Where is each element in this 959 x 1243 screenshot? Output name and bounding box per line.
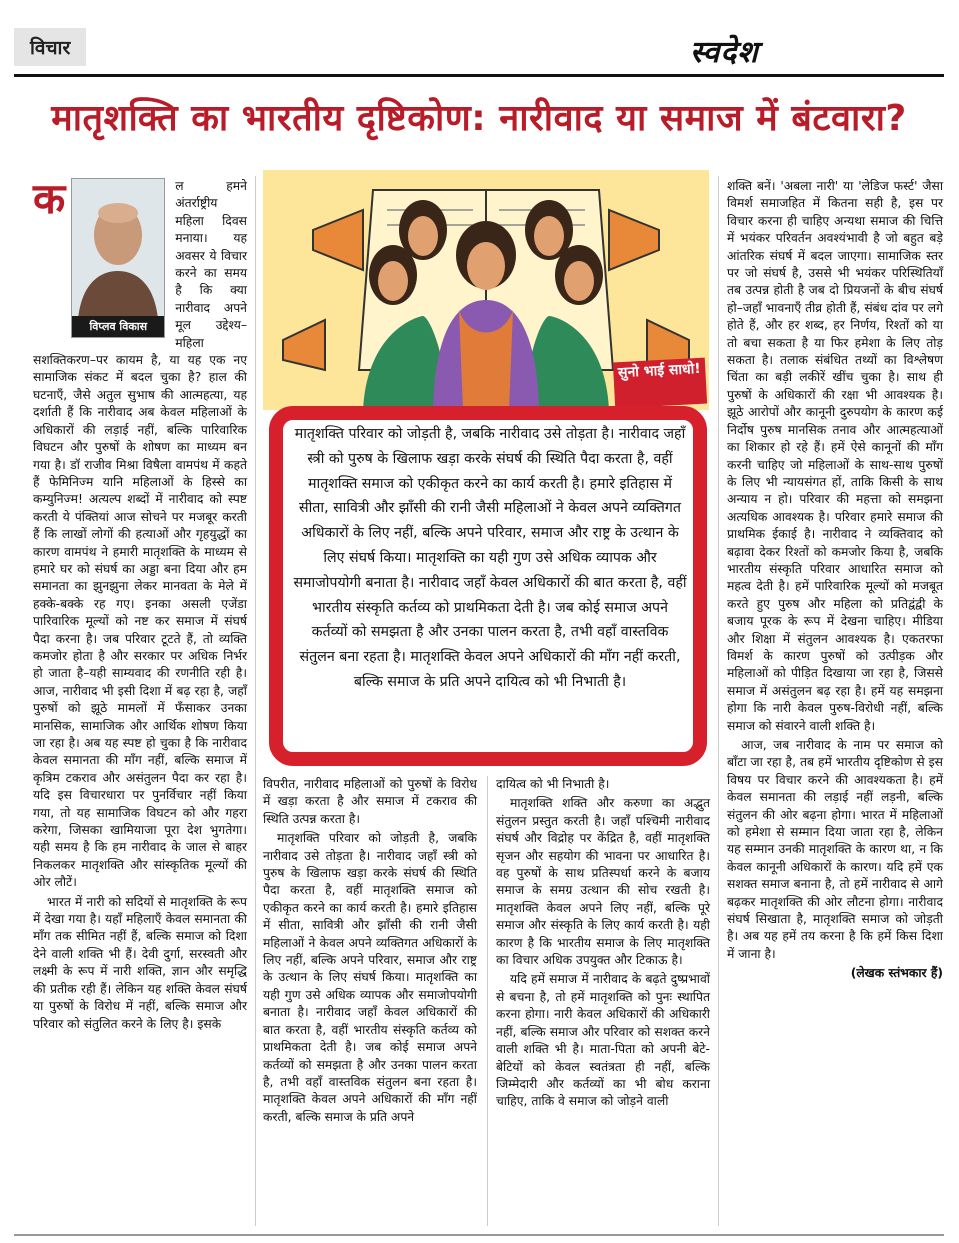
column-2 (263, 776, 477, 1128)
headline: मातृशक्ति का भारतीय दृष्टिकोण: नारीवाद या समाज में बंटवारा? (51, 98, 907, 139)
paragraph: शक्ति बनें। 'अबला नारी' या 'लेडिज फर्स्ट' जैसा विमर्श समाजहित में कितना सही है, इस पर विचार करना ही चाहिए अन्यथा समाज की चित्ति में भयंकर परिवर्तन अवश्यंभावी है जो बहुत बड़े आंतरिक संघर्ष में बदल जाएगा। सामाजिक स्तर पर जो संघर्ष है, उससे भी भयंकर परिस्थितियाँ तब उत्पन्न होती है जब दो प्रियजनों के बीच संघर्ष हो–जहाँ भावनाएँ तीव्र होती हैं, संबंध दांव पर लगे होते हैं, और हर शब्द, हर निर्णय, रिश्तों को या तो बचा सकता है या फिर हमेशा के लिए तोड़ सकता है। तलाक संबंधित तथ्यों का विश्लेषण चिंता का बड़ी लकीरें खींच चुका है। साथ ही पुरुषों के अधिकारों की रक्षा भी आवश्यक है। झूठे आरोपों और कानूनी दुरुपयोग के कारण कई निर्दोष पुरुष मानसिक तनाव और आत्महत्याओं का शिकार हो रहे हैं। हमें ऐसे कानूनों की माँग करनी चाहिए जो महिलाओं के साथ-साथ पुरुषों के लिए भी न्यायसंगत हों, ताकि किसी के साथ अन्याय न हो। परिवार की महत्ता को समझना अत्यधिक आवश्यक है। परिवार हमारे समाज की प्राथमिक ईकाई है। नारीवाद ने व्यक्तिवाद को बढ़ावा देकर रिश्तों को कमजोर किया है, जबकि भारतीय संस्कृति परिवार आधारित समाज को महत्व देती है। हमें पारिवारिक मूल्यों को मजबूत करते हुए पुरुष और महिला को प्रतिद्वंद्वी के बजाय पूरक के रूप में देखना चाहिए। मीडिया और शिक्षा में संतुलन आवश्यक है। एकतरफा विमर्श के कारण पुरुषों को उत्पीड़क और महिलाओं को पीड़ित दिखाया जा रहा है, जिससे समाज में असंतुलन बढ़ रहा है। हमें यह समझना होगा कि नारी केवल पुरुष-विरोधी नहीं, बल्कि समाज को संवारने वाली शक्ति है। (727, 179, 943, 733)
paragraph (33, 174, 247, 892)
newspaper-logo (684, 28, 844, 68)
header-rule (14, 74, 944, 77)
section-label: विचार (14, 28, 86, 66)
column-1-text: ल हमने अंतर्राष्ट्रीय महिला दिवस मनाया। यह अवसर ये विचार करने का समय है कि क्या नारीवाद अपने मूल उद्देश्य–महिला सशक्तिकरण–पर कायम है, या यह एक नए सामाजिक संकट में बदल चुका है? हाल की घटनाएँ, जैसे अतुल सुभाष की आत्महत्या, यह दर्शाती हैं कि नारीवाद अब केवल महिलाओं के अधिकारों की लड़ाई नहीं, बल्कि पारिवारिक विघटन और पुरुषों के शोषण का माध्यम बन गया है। डॉ राजीव मिश्रा विषैला वामपंथ में कहते हैं फेमिनिज्म यानि महिलाओं के हिस्से का कम्युनिज्म! अत्यल्प शब्दों में नारीवाद को स्पष्ट करती ये पंक्तियां आज सोचने पर मजबूर करती हैं कि लाखों लोगों की हत्याओं और गृहयुद्धों का कारण वामपंथ ने हमारी मातृशक्ति के माध्यम से हमारे घर को संघर्ष का अड्डा बना दिया और हम समानता का झुनझुना लेकर मानवता के मेले में हक्के-बक्के रह गए। इनका असली एजेंडा पारिवारिक मूल्यों को नष्ट कर समाज में संघर्ष पैदा करना है। जब परिवार टूटते हैं, तो व्यक्ति कमजोर होता है और सरकार पर अधिक निर्भर हो जाता है–यही साम्यवाद की रणनीति रही है। आज, नारीवाद भी इसी दिशा में बढ़ रहा है, जहाँ पुरुषों को झूठे मामलों में फँसाकर उनका मानसिक, सामाजिक और आर्थिक शोषण किया जा रहा है। अब यह स्पष्ट हो चुका है कि नारीवाद केवल समानता की माँग नहीं, बल्कि समाज में कृत्रिम टकराव और असंतुलन पैदा कर रहा है। यदि इस विचारधारा पर पुनर्विचार नहीं किया गया, तो यह सामाजिक विघटन को और गहरा करेगा, जिसका खामियाजा पूरा देश भुगतेगा। यही समय है कि हम नारीवाद के जाल से बाहर निकलकर मातृशक्ति और सांस्कृतिक मूल्यों की ओर लौटें। (33, 179, 247, 890)
author-photo (71, 178, 165, 338)
dropcap: क (33, 174, 66, 223)
column-3 (496, 776, 710, 1113)
paragraph: भारत में नारी को सदियों से मातृशक्ति के रूप में देखा गया है। यहाँ महिलाएँ केवल समानता की माँग तक सीमित नहीं हैं, बल्कि समाज को दिशा देने वाली शक्ति भी हैं। देवी दुर्गा, सरस्वती और लक्ष्मी के रूप में नारी शक्ति, ज्ञान और समृद्धि की प्रतीक रही हैं। लेकिन यह शक्ति केवल संघर्ष या पुरुषों के विरोध में नहीं, बल्कि समाज और परिवार को संतुलित करने के लिए है। इसके (33, 894, 247, 1031)
byline: (लेखक स्तंभकार हैं) (850, 966, 943, 981)
paragraph: आज, जब नारीवाद के नाम पर समाज को बाँटा जा रहा है, तब हमें भारतीय दृष्टिकोण से इस विषय पर विचार करने की आवश्यकता है। हमें केवल समानता की लड़ाई नहीं लड़नी, बल्कि संतुलन की ओर बढ़ना होगा। भारत में महिलाओं को हमेशा से सम्मान दिया जाता रहा है, लेकिन यह सम्मान उनकी मातृशक्ति के कारण था, न कि केवल कानूनी अधिकारों के कारण। यदि हमें एक सशक्त समाज बनाना है, तो हमें नारीवाद से आगे बढ़कर मातृशक्ति की ओर लौटना होगा। नारीवाद संघर्ष सिखाता है, मातृशक्ति समाज को जोड़ती है। अब यह हमें तय करना है कि हमें किस दिशा में जाना है। (727, 738, 943, 961)
column-1 (33, 174, 247, 1035)
column-divider (718, 176, 719, 1226)
column-divider (255, 176, 256, 1226)
column-stamp: सुनो भाई साधो! (613, 358, 707, 409)
footer-rule (14, 1234, 944, 1236)
column-4 (727, 178, 943, 985)
paragraph: मातृशक्ति शक्ति और करुणा का अद्भुत संतुलन प्रस्तुत करती है। जहाँ पश्चिमी नारीवाद संघर्ष और विद्रोह पर केंद्रित है, वहीं मातृशक्ति सृजन और सहयोग की भावना पर आधारित है। वह पुरुषों के साथ प्रतिस्पर्धा करने के बजाय समाज के समग्र उत्थान की सोच रखती है। मातृशक्ति केवल अपने लिए नहीं, बल्कि पूरे समाज और संस्कृति के लिए कार्य करती है। यही कारण है कि भारतीय समाज के लिए मातृशक्ति का विचार अधिक उपयुक्त और टिकाऊ है। (496, 796, 710, 968)
paragraph: विपरीत, नारीवाद महिलाओं को पुरुषों के विरोध में खड़ा करता है और समाज में टकराव की स्थिति उत्पन्न करता है। (263, 777, 477, 826)
author-portrait-icon (72, 179, 164, 319)
logo-text: स्वदेश (690, 35, 759, 70)
column-divider (487, 776, 488, 1226)
pull-quote (269, 406, 707, 766)
pull-quote-text: मातृशक्ति परिवार को जोड़ती है, जबकि नारीवाद उसे तोड़ता है। नारीवाद जहाँ स्त्री को पुरुष के खिलाफ खड़ा करके संघर्ष की स्थिति पैदा करता है, वहीं मातृशक्ति समाज को एकीकृत करने का कार्य करती है। हमारे इतिहास में सीता, सावित्री और झाँसी की रानी जैसी महिलाओं ने केवल अपने व्यक्तिगत अधिकारों के लिए नहीं, बल्कि अपने परिवार, समाज और राष्ट्र के उत्थान के लिए संघर्ष किया। मातृशक्ति का यही गुण उसे अधिक व्यापक और समाजोपयोगी बनाता है। नारीवाद जहाँ केवल अधिकारों की बात करता है, वहीं भारतीय संस्कृति कर्तव्य को प्राथमिकता देती है। जब कोई समाज अपने कर्तव्यों को समझता है और उनका पालन करता है, तभी वहाँ वास्तविक संतुलन बना रहता है। मातृशक्ति केवल अपने अधिकारों की माँग नहीं करती, बल्कि समाज के प्रति अपने दायित्व को भी निभाती है। (293, 426, 687, 690)
paragraph: यदि हमें समाज में नारीवाद के बढ़ते दुष्प्रभावों से बचना है, तो हमें मातृशक्ति को पुनः स्थापित करना होगा। नारी केवल अधिकारों की अधिकारी नहीं, बल्कि समाज और परिवार को सशक्त करने वाली शक्ति भी है। माता-पिता को अपनी बेटे-बेटियों को केवल स्वतंत्रता ही नहीं, बल्कि जिम्मेदारी और कर्तव्यों का भी बोध कराना चाहिए, ताकि वे समाज को जोड़ने वाली (496, 972, 710, 1109)
paragraph: मातृशक्ति परिवार को जोड़ती है, जबकि नारीवाद उसे तोड़ता है। नारीवाद जहाँ स्त्री को पुरुष के खिलाफ खड़ा करके संघर्ष की स्थिति पैदा करता है, वहीं मातृशक्ति समाज को एकीकृत करने का कार्य करती है। हमारे इतिहास में सीता, सावित्री और झाँसी की रानी जैसी महिलाओं ने केवल अपने व्यक्तिगत अधिकारों के लिए नहीं, बल्कि अपने परिवार, समाज और राष्ट्र के उत्थान के लिए संघर्ष किया। मातृशक्ति का यही गुण उसे अधिक व्यापक और समाजोपयोगी बनाता है। नारीवाद जहाँ केवल अधिकारों की बात करता है, वहीं भारतीय संस्कृति कर्तव्य को प्राथमिकता देती है। जब कोई समाज अपने कर्तव्यों को समझता है और उनका पालन करता है, तभी वहाँ वास्तविक संतुलन बना रहता है। मातृशक्ति केवल अपने अधिकारों की माँग नहीं करती, बल्कि समाज के प्रति अपने (263, 831, 477, 1124)
author-name: विप्लव विकास (72, 316, 164, 337)
paragraph: दायित्व को भी निभाती है। (496, 777, 610, 791)
